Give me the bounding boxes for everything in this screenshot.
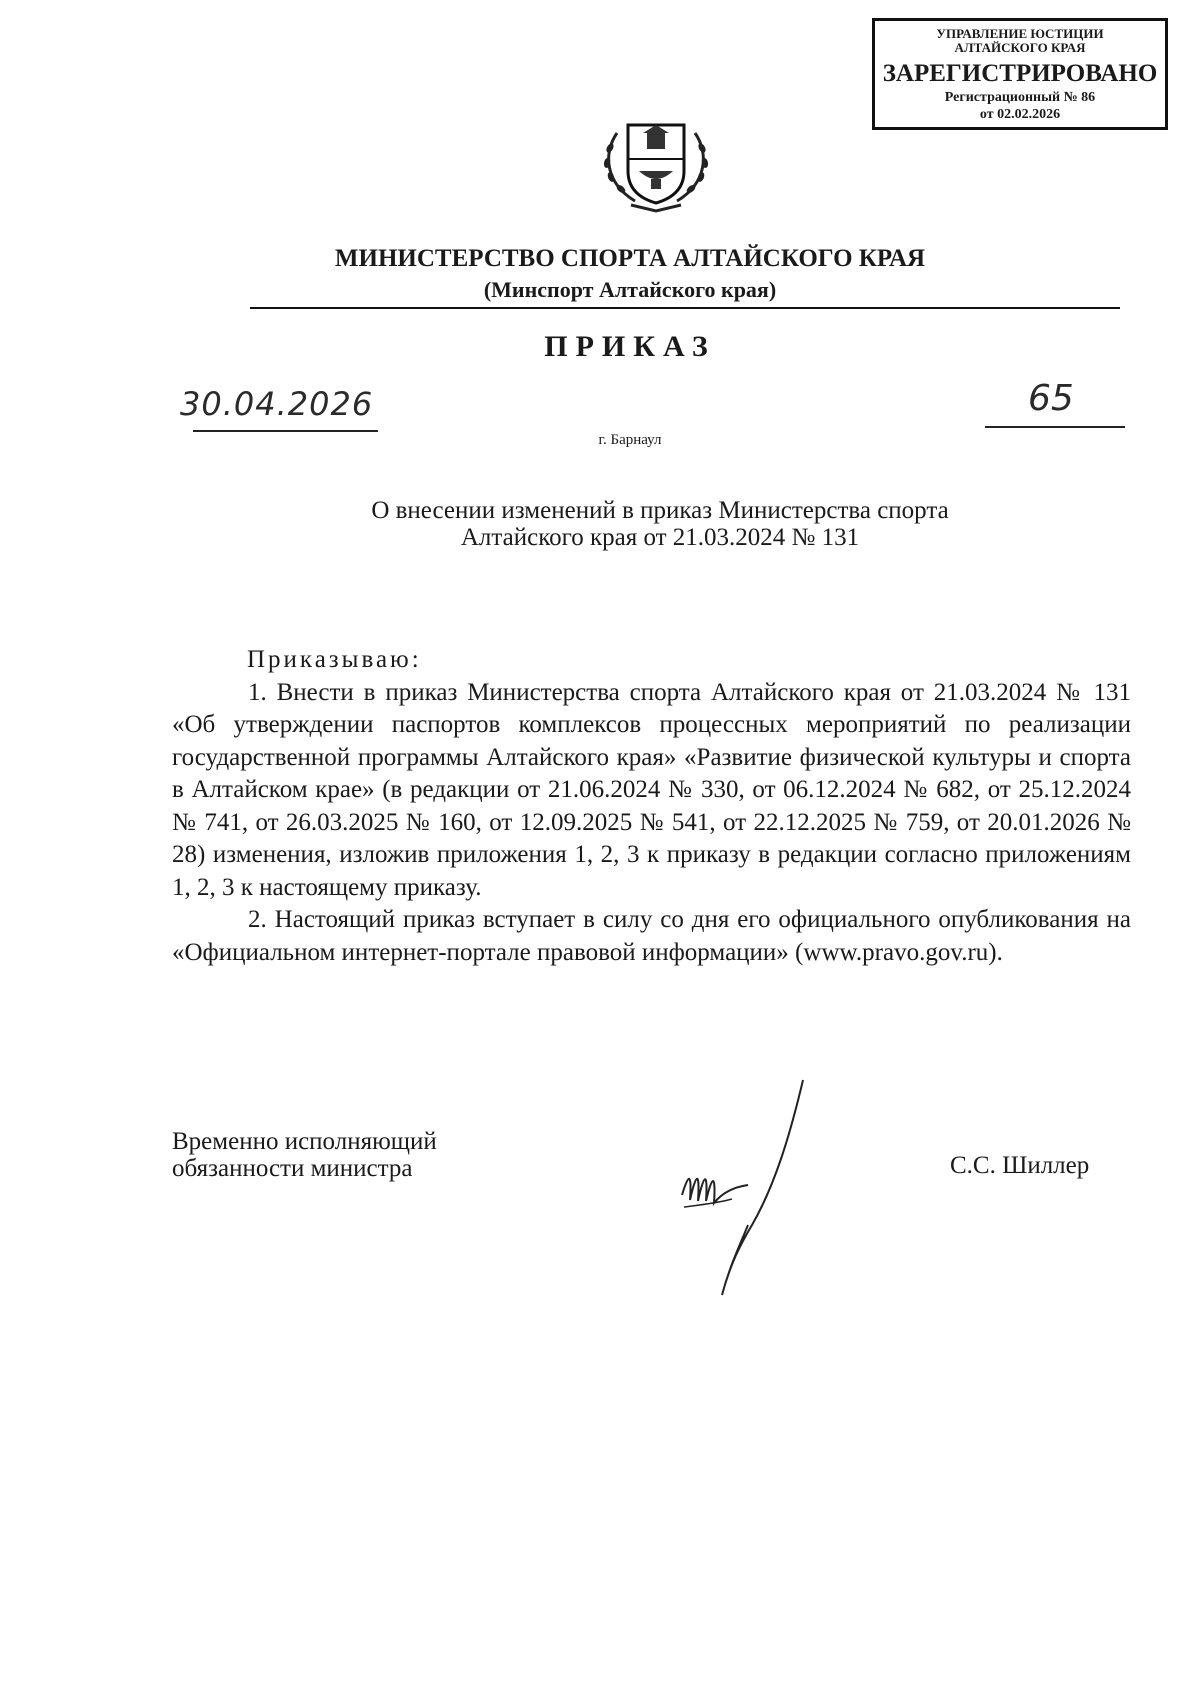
signatory-position-line1: Временно исполняющий xyxy=(172,1128,437,1155)
signatory-position xyxy=(172,1128,437,1182)
ministry-name: МИНИСТЕРСТВО СПОРТА АЛТАЙСКОГО КРАЯ xyxy=(334,245,926,272)
city-label: г. Барнаул xyxy=(598,432,662,448)
stamp-reg-number: Регистрационный № 86 xyxy=(944,90,1096,105)
ministry-short-name: (Минспорт Алтайского края) xyxy=(483,277,777,302)
header-rule xyxy=(250,307,1120,309)
subject-line2: Алтайского края от 21.03.2024 № 131 xyxy=(460,524,860,551)
stamp-agency xyxy=(875,27,1165,55)
stamp-reg-date: от 02.02.2026 xyxy=(979,107,1061,122)
coat-of-arms-icon xyxy=(595,113,717,213)
paragraph-2: 2. Настоящий приказ вступает в силу со дня его официального опубликования на «Официальном интернет-портале правовой информации» (www.pravo.gov.ru). xyxy=(172,906,1131,966)
stamp-agency-line2: АЛТАЙСКОГО КРАЯ xyxy=(954,40,1086,55)
number-line xyxy=(985,426,1125,428)
subject-line1: О внесении изменений в приказ Министерства спорта xyxy=(371,497,949,524)
signatory-name: С.С. Шиллер xyxy=(950,1152,1090,1179)
document-subject xyxy=(320,497,1000,551)
date-line xyxy=(193,430,378,432)
order-word: Приказываю: xyxy=(247,646,422,673)
document-body xyxy=(172,644,1131,969)
document-type-title: ПРИКАЗ xyxy=(544,330,716,363)
handwritten-signature xyxy=(670,1075,810,1300)
stamp-status: ЗАРЕГИСТРИРОВАНО xyxy=(882,60,1158,87)
stamp-agency-line1: УПРАВЛЕНИЕ ЮСТИЦИИ xyxy=(936,26,1104,41)
signatory-position-line2: обязанности министра xyxy=(172,1155,413,1182)
handwritten-date: 30.04.2026 xyxy=(180,385,374,423)
paragraph-1: 1. Внести в приказ Министерства спорта Алтайского края от 21.03.2024 № 131 «Об утверждении паспортов комплексов процессных мероприятий по реализации государственной программы Алтайского края» «Развитие физической культуры и спорта в Алтайском крае» (в редакции от 21.06.2024 № 330, от 06.12.2024 № 682, от 25.12.2024 № 741, от 26.03.2025 № 160, от 12.09.2025 № 541, от 22.12.2025 № 759, от 20.01.2026 № 28) изменения, изложив приложения 1, 2, 3 к приказу в редакции согласно приложениям 1, 2, 3 к настоящему приказу. xyxy=(172,678,1131,901)
handwritten-number: 65 xyxy=(1028,378,1074,419)
registration-stamp xyxy=(872,18,1168,130)
